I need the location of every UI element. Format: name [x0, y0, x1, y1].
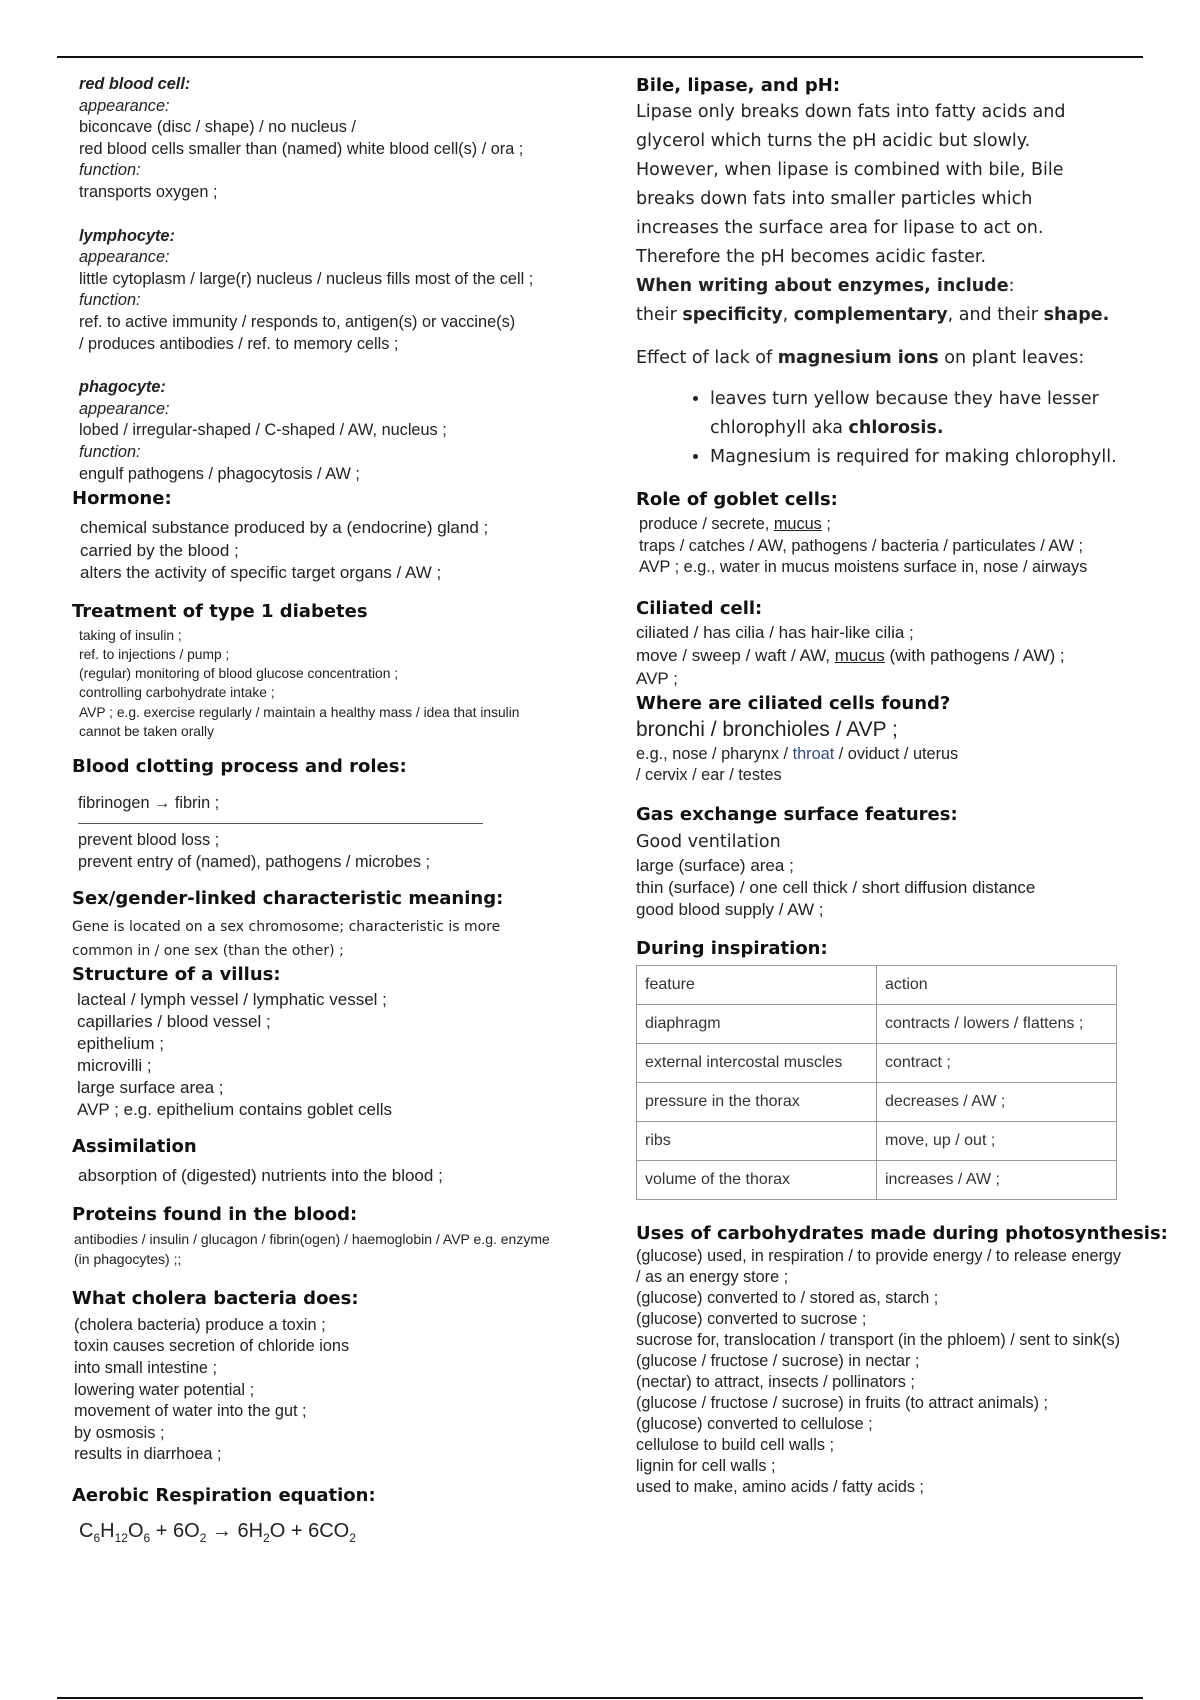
table-cell: contract ; [877, 1043, 1117, 1082]
lymphocyte-block [72, 226, 612, 356]
gas-line: large (surface) area ; [636, 855, 794, 875]
table-cell: move, up / out ; [877, 1121, 1117, 1160]
assimilation-line: absorption of (digested) nutrients into the blood ; [78, 1166, 443, 1186]
magnesium-pre: Effect of lack of [636, 348, 778, 368]
inspiration-heading: During inspiration: [636, 937, 828, 959]
proteins-line: (in phagocytes) ;; [74, 1250, 182, 1267]
goblet-heading: Role of goblet cells: [636, 489, 838, 510]
proteins-heading: Proteins found in the blood: [72, 1203, 358, 1225]
ciliated-where-block [636, 716, 1196, 787]
table-cell: volume of the thorax [637, 1160, 877, 1199]
left-column [72, 66, 612, 1545]
carbs-line: (glucose / fructose / sucrose) in nectar ; [636, 1351, 920, 1370]
magnesium-b1-line1: leaves turn yellow because they have lesser [710, 389, 1099, 409]
goblet-l1-mucus: mucus [773, 515, 822, 533]
carbs-line: (nectar) to attract, insects / pollinators ; [636, 1372, 915, 1391]
proteins-block [72, 1229, 612, 1269]
assimilation-heading: Assimilation [72, 1136, 197, 1158]
phagocyte-appearance-line: lobed / irregular-shaped / C-shaped / AW, nucleus ; [79, 421, 447, 440]
enzymes-and-their: , and their [947, 305, 1044, 325]
bile-line: However, when lipase is combined with bile, Bile [636, 160, 1064, 180]
bottom-rule [57, 1697, 1143, 1699]
inspiration-table [636, 965, 1117, 1200]
villus-line: large surface area ; [77, 1078, 224, 1098]
gas-l1: Good ventilation [636, 831, 781, 852]
cholera-line: into small intestine ; [74, 1358, 217, 1377]
phagocyte-function-label: function: [79, 442, 141, 461]
table-row [637, 1004, 1117, 1043]
villus-line: capillaries / blood vessel ; [77, 1012, 271, 1032]
table-cell: ribs [637, 1121, 877, 1160]
carbs-heading: Uses of carbohydrates made during photosynthesis: [636, 1222, 1168, 1244]
carbs-block [636, 1246, 1196, 1498]
enzymes-shape: shape. [1043, 305, 1110, 325]
hormone-line: alters the activity of specific target organs / AW ; [80, 563, 442, 583]
gas-line: good blood supply / AW ; [636, 899, 824, 919]
ciliated-where-heading: Where are ciliated cells found? [636, 692, 951, 714]
ciliated-where-l2-blue: throat [792, 744, 835, 763]
hormone-heading: Hormone: [72, 488, 172, 510]
villus-line: epithelium ; [77, 1034, 164, 1054]
table-cell: decreases / AW ; [877, 1082, 1117, 1121]
ciliated-where-l3: / cervix / ear / testes [636, 766, 782, 785]
magnesium-bold: magnesium ions [777, 348, 939, 368]
table-row [637, 1160, 1117, 1199]
diabetes-line: cannot be taken orally [79, 724, 214, 740]
villus-line: microvilli ; [77, 1056, 152, 1076]
rbc-appearance-line: biconcave (disc / shape) / no nucleus / [79, 118, 356, 137]
villus-heading: Structure of a villus: [72, 964, 281, 986]
cholera-block [72, 1315, 612, 1466]
top-rule [57, 56, 1143, 58]
enzymes-comma: , [782, 305, 794, 325]
rbc-function-label: function: [79, 161, 141, 180]
lymphocyte-appearance-label: appearance: [79, 248, 170, 267]
enzymes-note [636, 272, 1196, 301]
magnesium-heading [636, 344, 1196, 373]
carbs-line: cellulose to build cell walls ; [636, 1435, 834, 1454]
clotting-reaction: fibrinogen → fibrin ; [78, 794, 220, 813]
gas-heading: Gas exchange surface features: [636, 803, 958, 825]
lymphocyte-title: lymphocyte: [79, 226, 175, 245]
hormone-line: chemical substance produced by a (endocrine) gland ; [80, 518, 489, 538]
carbs-line: used to make, amino acids / fatty acids ; [636, 1477, 924, 1496]
phagocyte-block [72, 377, 612, 485]
right-column [636, 66, 1196, 1498]
clotting-line: prevent entry of (named), pathogens / microbes ; [78, 852, 431, 871]
lymphocyte-appearance-line: little cytoplasm / large(r) nucleus / nucleus fills most of the cell ; [79, 269, 534, 288]
ciliated-heading: Ciliated cell: [636, 597, 763, 619]
respiration-equation: $C_6H_{12}O_6 + 6O_2 \to 6H_2O + 6CO_2$ [79, 1519, 356, 1545]
villus-block [72, 989, 612, 1121]
clotting-block [72, 793, 612, 873]
cholera-line: results in diarrhoea ; [74, 1445, 222, 1464]
lymphocyte-function-line: / produces antibodies / ref. to memory cells ; [79, 334, 399, 353]
cholera-line: toxin causes secretion of chloride ions [74, 1337, 350, 1356]
table-cell: pressure in the thorax [637, 1082, 877, 1121]
respiration-heading: Aerobic Respiration equation: [72, 1484, 376, 1506]
table-cell: increases / AW ; [877, 1160, 1117, 1199]
lymphocyte-function-line: ref. to active immunity / responds to, antigen(s) or vaccine(s) [79, 312, 516, 331]
ciliated-where-l2-post: / oviduct / uterus [834, 744, 959, 763]
diabetes-block [72, 626, 612, 742]
rbc-appearance-label: appearance: [79, 96, 170, 115]
cholera-line: (cholera bacteria) produce a toxin ; [74, 1315, 326, 1334]
enzymes-colon: : [1008, 276, 1015, 296]
sexlinked-line: Gene is located on a sex chromosome; characteristic is more [72, 919, 501, 936]
lymphocyte-function-label: function: [79, 291, 141, 310]
ciliated-where-l2-pre: e.g., nose / pharynx / [636, 744, 793, 763]
diabetes-line: ref. to injections / pump ; [79, 646, 230, 662]
sexlinked-heading: Sex/gender-linked characteristic meaning: [72, 888, 504, 910]
bile-line: glycerol which turns the pH acidic but slowly. [636, 131, 1031, 151]
bile-line: increases the surface area for lipase to act on. [636, 218, 1044, 238]
cholera-heading: What cholera bacteria does: [72, 1287, 359, 1309]
ciliated-line: ciliated / has cilia / has hair-like cilia ; [636, 622, 914, 642]
enzymes-list [636, 301, 1196, 330]
enzymes-specificity: specificity [682, 305, 783, 325]
carbs-line: lignin for cell walls ; [636, 1456, 776, 1475]
sexlinked-line: common in / one sex (than the other) ; [72, 943, 344, 960]
hormone-block [72, 517, 612, 585]
table-row [637, 1082, 1117, 1121]
goblet-block [636, 514, 1196, 579]
carbs-line: / as an energy store ; [636, 1267, 789, 1286]
table-cell: contracts / lowers / flattens ; [877, 1004, 1117, 1043]
table-header-row [637, 965, 1117, 1004]
table-cell: diaphragm [637, 1004, 877, 1043]
bile-line: Therefore the pH becomes acidic faster. [636, 247, 987, 267]
magnesium-list [636, 385, 1196, 472]
ciliated-l2-mucus: mucus [834, 645, 885, 665]
phagocyte-title: phagocyte: [79, 378, 166, 397]
ciliated-line [636, 644, 1196, 667]
magnesium-b1-bold: chlorosis. [848, 418, 944, 438]
cholera-line: lowering water potential ; [74, 1380, 255, 1399]
goblet-line [639, 514, 1196, 536]
clotting-heading: Blood clotting process and roles: [72, 756, 407, 778]
phagocyte-appearance-label: appearance: [79, 399, 170, 418]
ciliated-l2-pre: move / sweep / waft / AW, [636, 645, 835, 665]
carbs-line: (glucose / fructose / sucrose) in fruits (to attract animals) ; [636, 1393, 1049, 1412]
cholera-line: movement of water into the gut ; [74, 1402, 307, 1421]
diabetes-line: taking of insulin ; [79, 627, 182, 643]
villus-line: AVP ; e.g. epithelium contains goblet cells [77, 1100, 392, 1120]
rbc-appearance-line: red blood cells smaller than (named) white blood cell(s) / ora ; [79, 139, 524, 158]
diabetes-heading: Treatment of type 1 diabetes [72, 600, 368, 622]
diabetes-line: controlling carbohydrate intake ; [79, 685, 275, 701]
diabetes-line: AVP ; e.g. exercise regularly / maintain a healthy mass / idea that insulin [79, 704, 520, 720]
magnesium-post: on plant leaves: [938, 348, 1085, 368]
proteins-line: antibodies / insulin / glucagon / fibrin(ogen) / haemoglobin / AVP e.g. enzyme [74, 1230, 550, 1247]
bile-line: breaks down fats into smaller particles which [636, 189, 1033, 209]
table-cell: external intercostal muscles [637, 1043, 877, 1082]
gas-block [636, 855, 1196, 921]
table-header-cell: feature [637, 965, 877, 1004]
assimilation-block [72, 1165, 612, 1187]
magnesium-b1-pre: chlorophyll aka [710, 418, 849, 438]
rbc-function-line: transports oxygen ; [79, 182, 218, 201]
clotting-line: prevent blood loss ; [78, 830, 220, 849]
enzymes-their: their [636, 305, 683, 325]
cholera-line: by osmosis ; [74, 1423, 165, 1442]
bile-line: Lipase only breaks down fats into fatty acids and [636, 102, 1066, 122]
goblet-l1-pre: produce / secrete, [639, 515, 774, 533]
table-row [637, 1043, 1117, 1082]
magnesium-bullet: • Magnesium is required for making chlorophyll. [710, 443, 1196, 472]
clotting-separator [78, 823, 483, 824]
enzymes-bold: When writing about enzymes, include [636, 276, 1009, 296]
table-row [637, 1121, 1117, 1160]
goblet-line: AVP ; e.g., water in mucus moistens surface in, nose / airways [639, 558, 1088, 577]
enzymes-complementary: complementary [793, 305, 948, 325]
goblet-line: traps / catches / AW, pathogens / bacteria / particulates / AW ; [639, 536, 1084, 555]
villus-line: lacteal / lymph vessel / lymphatic vessel ; [77, 990, 387, 1010]
ciliated-where-l2 [636, 744, 1196, 766]
carbs-line: (glucose) converted to cellulose ; [636, 1414, 873, 1433]
bile-block [636, 98, 1196, 330]
table-header-cell: action [877, 965, 1117, 1004]
diabetes-line: (regular) monitoring of blood glucose concentration ; [79, 666, 399, 682]
magnesium-bullet [710, 385, 1196, 443]
sexlinked-block [72, 915, 612, 963]
ciliated-line: AVP ; [636, 668, 678, 688]
bile-heading: Bile, lipase, and pH: [636, 75, 841, 96]
gas-line: thin (surface) / one cell thick / short diffusion distance [636, 877, 1036, 897]
phagocyte-function-line: engulf pathogens / phagocytosis / AW ; [79, 464, 360, 483]
goblet-l1-post: ; [821, 515, 831, 533]
carbs-line: sucrose for, translocation / transport (in the phloem) / sent to sink(s) [636, 1330, 1121, 1349]
ciliated-where-l1: bronchi / bronchioles / AVP ; [636, 717, 898, 741]
carbs-line: (glucose) used, in respiration / to provide energy / to release energy [636, 1246, 1121, 1265]
carbs-line: (glucose) converted to / stored as, starch ; [636, 1288, 939, 1307]
ciliated-l2-post: (with pathogens / AW) ; [884, 645, 1065, 665]
hormone-line: carried by the blood ; [80, 540, 239, 560]
rbc-block [72, 74, 612, 204]
rbc-title: red blood cell: [79, 75, 191, 93]
carbs-line: (glucose) converted to sucrose ; [636, 1309, 867, 1328]
ciliated-block [636, 621, 1196, 690]
